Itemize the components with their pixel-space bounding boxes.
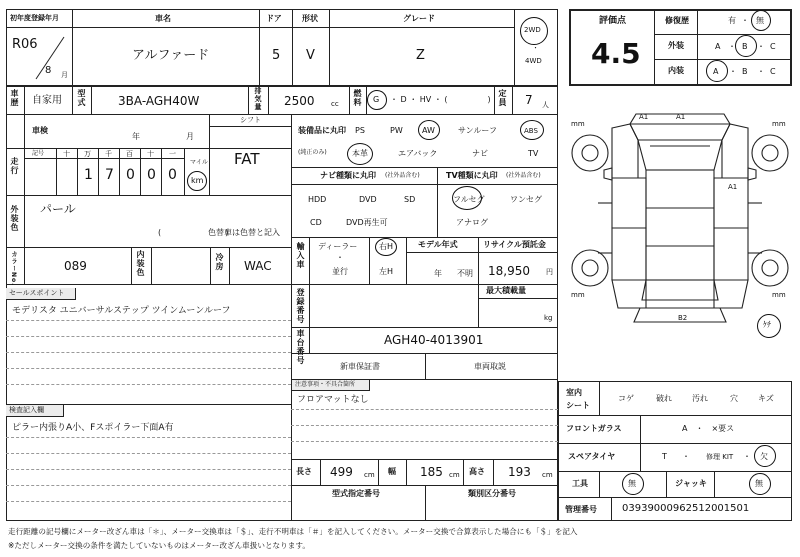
shape-label: 形状 xyxy=(302,14,318,23)
model-value: 3BA-AGH40W xyxy=(118,94,200,108)
inspection-label: 車検 xyxy=(32,126,48,135)
inspector-value: ピラー内張りA小、Fスポイラー下面A有 xyxy=(12,423,174,433)
interior-a: A xyxy=(713,67,719,76)
diagram-label-a1: A1 xyxy=(639,113,649,121)
mileage-unit-ten-k: 万 xyxy=(84,150,91,158)
exterior-a: A xyxy=(715,42,721,51)
equip-airbag: エアバック xyxy=(398,149,438,158)
door-label: ドア xyxy=(266,14,282,23)
mileage-digit: 0 xyxy=(126,167,135,183)
mileage-sub-label: 記号 xyxy=(32,150,45,157)
grade-label: グレード xyxy=(403,14,435,23)
eval-score: 4.5 xyxy=(591,37,641,70)
tv-analog: アナログ xyxy=(456,218,488,227)
nav-cd: CD xyxy=(310,218,322,227)
eval-label: 評価点 xyxy=(599,16,627,26)
grade-value: Z xyxy=(416,48,425,63)
height-unit: cm xyxy=(542,471,553,479)
exterior-label: 外装 xyxy=(668,41,684,50)
first-reg-month: 8 xyxy=(45,65,52,76)
color-no-value: 089 xyxy=(64,259,87,273)
recycle-unit: 円 xyxy=(546,268,553,276)
drive-2wd: 2WD xyxy=(524,26,541,34)
drive-sep: ・ xyxy=(532,44,539,52)
windshield-value: A ・ ×要ス xyxy=(682,424,735,433)
windshield-label: フロントガラス xyxy=(566,424,622,433)
diagram-label-a1: A1 xyxy=(676,113,686,121)
sales-value: モデリスタ ユニバーサルステップ ツインムーンルーフ xyxy=(12,306,231,316)
exterior-b: B xyxy=(742,42,748,51)
frame-label: 車台番号 xyxy=(296,329,305,365)
exterior-sep2: ・ xyxy=(757,42,765,51)
mileage-digit: 0 xyxy=(168,167,177,183)
car-damage-diagram xyxy=(568,108,792,348)
reg-label: 登録番号 xyxy=(296,288,305,324)
mileage-unit-ten: 十 xyxy=(147,150,154,158)
shift-label: シフト xyxy=(240,116,261,124)
inspection-year-unit: 年 xyxy=(132,132,140,141)
length-label: 長さ xyxy=(296,467,312,476)
interior-sep1: ・ xyxy=(729,67,737,76)
car-name: アルファード xyxy=(132,48,210,63)
model-year-unit: 年 xyxy=(434,269,442,278)
nav-header: ナビ種類に丸印 xyxy=(320,171,376,180)
mileage-unit-ten-thousand: 十 xyxy=(63,150,70,158)
interior-c: C xyxy=(770,67,776,76)
equipment-sub: (純正のみ) xyxy=(298,149,327,156)
nav-hdd: HDD xyxy=(308,195,327,204)
interior-color-label: 内装色 xyxy=(136,250,145,277)
spare-label: スペアタイヤ xyxy=(568,452,616,461)
diagram-mm: mm xyxy=(571,120,585,128)
door-value: 5 xyxy=(272,48,281,63)
repair-label: 修復歴 xyxy=(665,16,689,25)
seat-scratch: キズ xyxy=(758,394,774,403)
car-name-label: 車名 xyxy=(155,14,171,23)
exterior-c: C xyxy=(770,42,776,51)
equip-navi: ナビ xyxy=(472,149,488,158)
width-label: 幅 xyxy=(388,467,396,476)
model-year-value: 不明 xyxy=(457,269,473,278)
import-parallel: 並行 xyxy=(332,267,348,276)
aircon-value: WAC xyxy=(244,259,272,273)
seat-tear: 破れ xyxy=(656,394,672,403)
interior-label: 内装 xyxy=(668,66,684,75)
equip-pw: PW xyxy=(390,126,403,135)
mileage-digit: 7 xyxy=(105,167,114,183)
diagram-label-a1: A1 xyxy=(728,183,738,191)
seat-hole: 穴 xyxy=(730,394,738,403)
jack-label: ジャッキ xyxy=(675,479,707,488)
mileage-unit-mile: マイル xyxy=(190,159,208,166)
spare-sep2: ・ xyxy=(743,452,751,461)
model-year-label: モデル年式 xyxy=(418,240,458,249)
aircon-label: 冷房 xyxy=(215,253,224,271)
first-reg-label: 初年度登録年月 xyxy=(10,14,59,22)
frame-value: AGH40-4013901 xyxy=(384,333,484,347)
jack-value: 無 xyxy=(755,479,763,488)
length-value: 499 xyxy=(330,465,353,479)
tools-value: 無 xyxy=(628,479,636,488)
equip-abs: ABS xyxy=(524,127,538,135)
exterior-sep1: ・ xyxy=(728,42,736,51)
shift-value: FAT xyxy=(234,150,260,168)
color-note-paren: ( ) xyxy=(158,228,229,237)
width-value: 185 xyxy=(420,465,443,479)
nav-dvd: DVD xyxy=(359,195,377,204)
width-unit: cm xyxy=(449,471,460,479)
color-value: パール xyxy=(40,202,76,216)
diagram-mm: mm xyxy=(571,291,585,299)
designation-label: 型式指定番号 xyxy=(332,489,380,498)
fuel-g: G xyxy=(373,95,380,104)
control-value: 0393900096251200150​1 xyxy=(622,503,750,514)
equip-aw: AW xyxy=(422,126,435,135)
tv-header: TV種類に丸印 xyxy=(446,171,498,180)
notes-value: フロアマットなし xyxy=(297,395,369,405)
model-label: 型式 xyxy=(77,89,86,107)
use-value: 自家用 xyxy=(32,95,62,106)
repair-sep: ・ xyxy=(741,16,749,25)
repair-no: 無 xyxy=(756,16,764,25)
import-right-h: 右H xyxy=(379,242,394,251)
fuel-label: 燃料 xyxy=(353,89,362,107)
nav-dvd-play: DVD再生可 xyxy=(346,218,388,227)
diagram-mm: mm xyxy=(772,291,786,299)
capacity-label: 定員 xyxy=(498,89,507,107)
color-note: 色替車は色替と記入 xyxy=(208,228,280,237)
equipment-label: 装備品に丸印 xyxy=(298,126,346,135)
notes-label: 注意事項・不具合箇所 xyxy=(295,381,356,388)
diagram-label-b2: B2 xyxy=(678,314,688,322)
capacity-value: 7 xyxy=(525,93,533,107)
equip-sunroof: サンルーフ xyxy=(458,126,497,135)
shape-value: V xyxy=(306,48,315,63)
seat-label-1: 室内 xyxy=(566,388,582,397)
spare-missing: 欠 xyxy=(760,452,768,461)
mileage-digit: 1 xyxy=(84,167,93,183)
diagram-mark: ｹﾁ xyxy=(763,320,771,329)
mileage-unit-one: 一 xyxy=(169,150,176,158)
height-label: 高さ xyxy=(469,467,485,476)
nav-sd: SD xyxy=(404,195,416,204)
footer-note-1: 走行距離の記号欄にメーター改ざん車は「＊」、メーター交換車は「＄」、走行不明車は「＃」を記入してください。メーター交換で合算表示した場合にも「＄」を記入 xyxy=(8,527,578,536)
interior-b: B xyxy=(742,67,748,76)
recycle-value: 18,950 xyxy=(488,264,530,278)
mileage-km: km xyxy=(191,176,204,185)
first-reg-era: R06 xyxy=(12,37,38,52)
displacement-unit: cc xyxy=(331,100,339,108)
new-warranty: 新車保証書 xyxy=(340,362,380,371)
inspection-month-unit: 月 xyxy=(186,132,194,141)
import-label: 輸入車 xyxy=(296,242,305,269)
interior-sep2: ・ xyxy=(757,67,765,76)
seat-burn: コゲ xyxy=(618,394,634,403)
max-load-unit: kg xyxy=(544,314,553,322)
displacement-label: 排気量 xyxy=(254,87,262,111)
fuel-rest: ・ D ・ HV ・ ( ) xyxy=(390,95,491,104)
mileage-digit: 0 xyxy=(147,167,156,183)
use-label: 車歴 xyxy=(10,89,19,107)
nav-header-sub: (社外品含む) xyxy=(385,172,420,179)
mileage-unit-hundred: 百 xyxy=(126,150,133,158)
equip-ps: PS xyxy=(355,126,365,135)
repair-yes: 有 xyxy=(728,16,736,25)
color-no-label: カラーNo. xyxy=(10,251,17,287)
drive-4wd: 4WD xyxy=(525,57,542,65)
recycle-label: リサイクル預託金 xyxy=(483,240,546,249)
import-dot: ・ xyxy=(336,253,344,262)
manual: 車両取説 xyxy=(474,362,506,371)
equip-tv: TV xyxy=(528,149,539,158)
import-dealer: ディーラー xyxy=(318,242,358,251)
seat-dirt: 汚れ xyxy=(692,394,708,403)
spare-t: T xyxy=(662,452,667,461)
displacement-value: 2500 xyxy=(284,94,315,108)
height-value: 193 xyxy=(508,465,531,479)
seat-label-2: シート xyxy=(566,401,590,410)
tools-label: 工具 xyxy=(572,479,588,488)
tv-fullseg: フルセグ xyxy=(453,195,485,204)
color-label: 外装色 xyxy=(10,205,19,232)
inspector-label: 検査記入欄 xyxy=(9,406,44,414)
category-label: 類別区分番号 xyxy=(468,489,516,498)
header-row xyxy=(6,9,558,86)
first-reg-month-unit: 月 xyxy=(61,71,68,79)
sales-label: セールスポイント xyxy=(9,289,65,297)
tv-oneseg: ワンセグ xyxy=(510,195,542,204)
max-load-label: 最大積載量 xyxy=(486,286,526,295)
footer-note-2: ※ただしメーター交換の条件を満たしていないものはメーター改ざん車扱いとなります。 xyxy=(8,541,310,550)
equip-leather: 本革 xyxy=(352,149,368,158)
tv-header-sub: (社外品含む) xyxy=(506,172,541,179)
control-label: 管理番号 xyxy=(565,505,597,514)
import-left-h: 左H xyxy=(379,267,394,276)
mileage-unit-thousand: 千 xyxy=(105,150,112,158)
spare-sep1: ・ xyxy=(682,452,690,461)
capacity-unit: 人 xyxy=(542,101,549,109)
length-unit: cm xyxy=(364,471,375,479)
diagram-mm: mm xyxy=(772,120,786,128)
spare-kit: 修理 KIT xyxy=(706,453,734,461)
mileage-label: 走行 xyxy=(10,157,19,175)
